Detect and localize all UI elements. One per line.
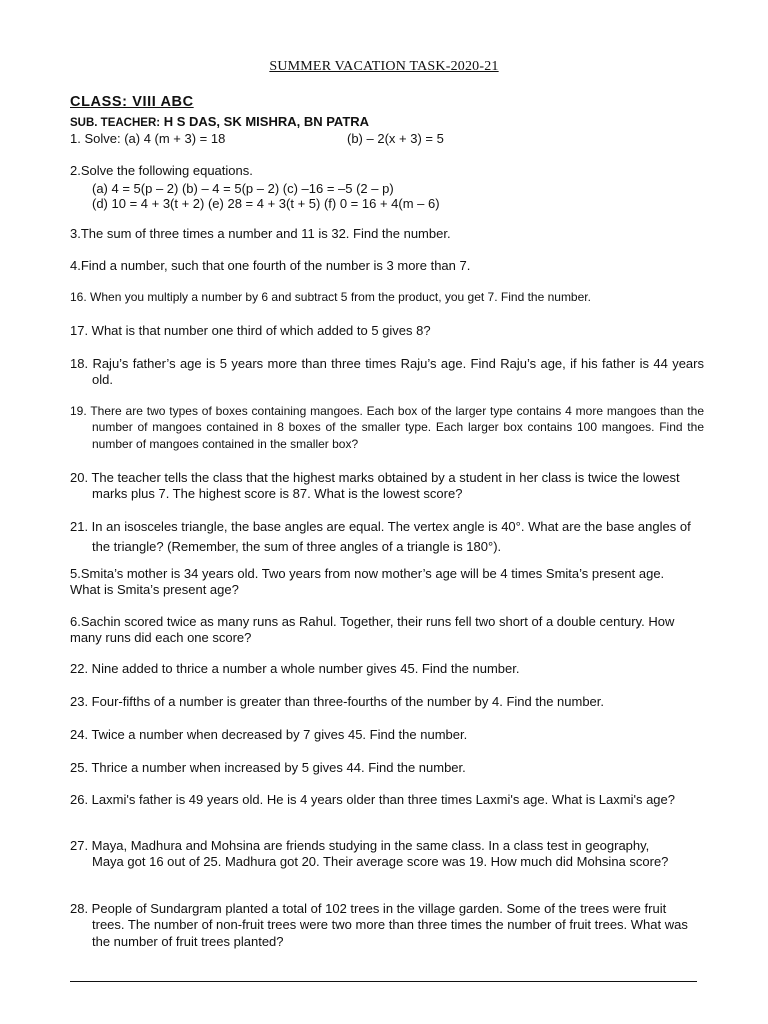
class-heading: CLASS: VIII ABC <box>70 94 194 110</box>
teacher-label: SUB. TEACHER: <box>70 117 161 129</box>
question-27: 27. Maya, Madhura and Mohsina are friends studying in the same class. In a class test in geography, Maya got 16 out of 25. Madhura got 20. Their average score was 19. How much did Mohsina score? <box>70 838 669 870</box>
question-2-line-2: (d) 10 = 4 + 3(t + 2) (e) 28 = 4 + 3(t + 5) (f) 0 = 16 + 4(m – 6) <box>92 196 440 211</box>
question-5: 5.Smita’s mother is 34 years old. Two years from now mother’s age will be 4 times Smita’s present age. What is Smita’s present age? <box>70 566 665 598</box>
question-2-title: 2.Solve the following equations. <box>70 163 253 178</box>
question-26: 26. Laxmi's father is 49 years old. He is 4 years older than three times Laxmi's age. What is Laxmi's age? <box>70 792 676 807</box>
question-18: 18. Raju’s father’s age is 5 years more than three times Raju’s age. Find Raju’s age, if his father is 44 years old. <box>70 356 704 388</box>
question-20: 20. The teacher tells the class that the highest marks obtained by a student in her class is twice the lowest marks plus 7. The highest score is 87. What is the lowest score? <box>70 470 680 502</box>
question-2-line-1: (a) 4 = 5(p – 2) (b) – 4 = 5(p – 2) (c) –16 = –5 (2 – p) <box>92 181 394 196</box>
question-16: 16. When you multiply a number by 6 and subtract 5 from the product, you get 7. Find the number. <box>70 290 591 304</box>
question-28: 28. People of Sundargram planted a total of 102 trees in the village garden. Some of the trees were fruit trees. The number of non-fruit trees were two more than three times the number of fruit trees. What was the number of fruit trees planted? <box>70 901 688 949</box>
question-19: 19. There are two types of boxes containing mangoes. Each box of the larger type contains 4 more mangoes than the number of mangoes contained in 8 boxes of the smaller type. Each larger box contains 100 mangoes. Find the number of mangoes contained in the smaller box? <box>70 404 704 451</box>
question-25: 25. Thrice a number when increased by 5 gives 44. Find the number. <box>70 760 466 775</box>
bottom-divider <box>70 981 697 982</box>
question-21: 21. In an isosceles triangle, the base angles are equal. The vertex angle is 40°. What are the base angles of the triangle? (Remember, the sum of three angles of a triangle is 180°). <box>70 519 691 554</box>
teacher-line <box>70 114 369 129</box>
question-3: 3.The sum of three times a number and 11 is 32. Find the number. <box>70 226 451 241</box>
question-24: 24. Twice a number when decreased by 7 gives 45. Find the number. <box>70 727 468 742</box>
question-4: 4.Find a number, such that one fourth of the number is 3 more than 7. <box>70 258 471 273</box>
question-6: 6.Sachin scored twice as many runs as Rahul. Together, their runs fell two short of a double century. How many runs did each one score? <box>70 614 675 646</box>
question-1a: 1. Solve: (a) 4 (m + 3) = 18 <box>70 131 226 146</box>
question-23: 23. Four-fifths of a number is greater than three-fourths of the number by 4. Find the number. <box>70 694 605 709</box>
page-title: SUMMER VACATION TASK-2020-21 <box>269 59 499 74</box>
question-1b: (b) – 2(x + 3) = 5 <box>347 131 444 146</box>
teacher-names: H S DAS, SK MISHRA, BN PATRA <box>160 114 370 129</box>
question-17: 17. What is that number one third of which added to 5 gives 8? <box>70 323 431 338</box>
question-22: 22. Nine added to thrice a number a whole number gives 45. Find the number. <box>70 661 520 676</box>
